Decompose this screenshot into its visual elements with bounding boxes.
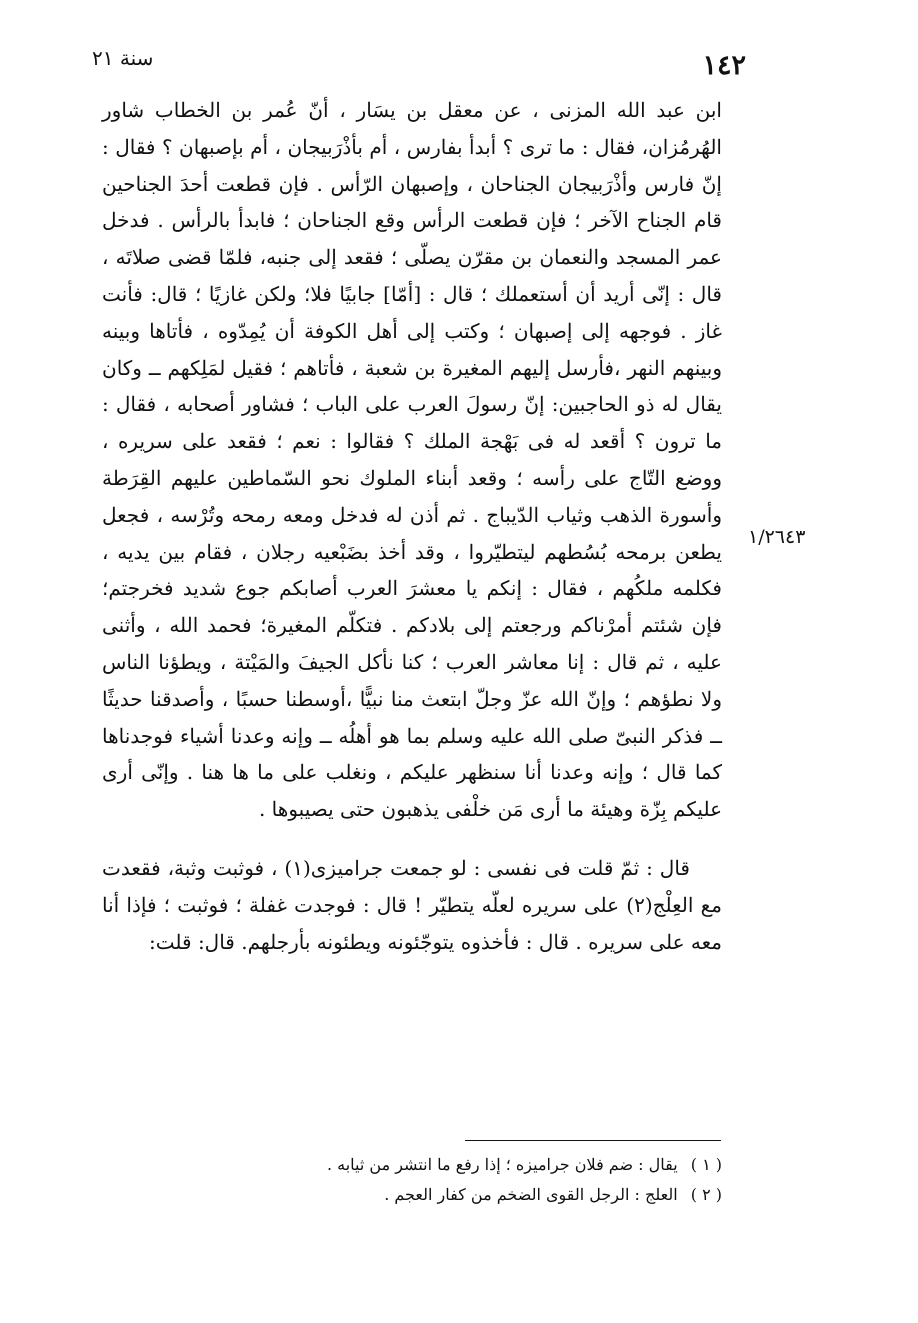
footnote (250, 1180, 722, 1210)
paragraph: ابن عبد الله المزنى ، عن معقل بن يسَار ، أنّ عُمر بن الخطاب شاور الهُرمُزان، فقال : ما ترى ؟ أبدأ بفارس ، أم بأذْرَبيجان ، أم بإصبهان ؟ فقال : إنّ فارس وأذْرَبيجان الجناحان ، وإصبهان الرّأس . فإن قطعت أحدَ الجناحين قام الجناح الآخر ؛ فإن قطعت الرأس وقع الجناحان ؛ فابدأ بالرأس . فدخل عمر المسجد والنعمان بن مقرّن يصلّى ؛ فقعد إلى جنبه، فلمّا قضى صلاتَه ، قال : إنّى أريد أن أستعملك ؛ قال : [أمّا] جابيًا فلا؛ ولكن غازيًا ؛ قال: فأنت غاز . فوجهه إلى إصبهان ؛ وكتب إلى أهل الكوفة أن يُمِدّوه ، فأتاها وبينه وبينهم النهر ،فأرسل إليهم المغيرة بن شعبة ، فأتاهم ؛ فقيل لمَلِكهم ــ وكان يقال له ذو الحاجبين: إنّ رسولَ العرب على الباب ؛ فشاور أصحابه ، فقال : ما ترون ؟ أقعد له فى بَهْجة الملك ؟ فقالوا : نعم ؛ فقعد على سريره ، ووضع التّاج على رأسه ؛ وقعد أبناء الملوك نحو السّماطين عليهم القِرَطة وأسورة الذهب وثياب الدّيباج . ثم أذن له فدخل ومعه رمحه وتُرْسه ، فجعل يطعن برمحه بُسُطهم ليتطيّروا ، وقد أخذ بضَبْعيه رجلان ، فقام بين يديه ، فكلمه ملكُهم ، فقال : إنكم يا معشرَ العرب أصابكم جوع شديد فخرجتم؛ فإن شئتم أمرْناكم ورجعتم إلى بلادكم . فتكلّم المغيرة؛ فحمد الله ، وأثنى عليه ، ثم قال : إنا معاشر العرب ؛ كنا نأكل الجيفَ والمَيْتة ، ويطؤنا الناس ولا نطؤهم ؛ وإنّ الله عزّ وجلّ ابتعث منا نبيًّا ،أوسطنا حسبًا ، وأصدقنا حديثًا ــ فذكر النبىّ صلى الله عليه وسلم بما هو أهلُه ــ وإنه وعدنا أشياء فوجدناها كما قال ؛ وإنه وعدنا أنا سنظهر عليكم ، ونغلب على ما ها هنا . وإنّى أرى عليكم بِزّة وهيئة ما أرى مَن خلْفى يذهبون حتى يصيبوها . (102, 98, 722, 822)
margin-page-reference: ١/٢٦٤٣ (748, 526, 806, 548)
page-number: ١٤٢ (702, 50, 746, 81)
footnote (250, 1150, 722, 1180)
paragraph: قال : ثمّ قلت فى نفسى : لو جمعت جراميزى(١) ، فوثبت وثبة، فقعدت مع العِلْج(٢) على سريره لعلّه يتطيّر ! قال : فوجدت غفلة ؛ فوثبت ؛ فإذا أنا معه على سريره . قال : فأخذوه يتوجّئونه ويطئونه بأرجلهم. قال: قلت: (102, 855, 722, 954)
running-header-year: سنة ٢١ (92, 46, 154, 70)
footnote-text: يقال : ضم فلان جراميزه ؛ إذا رفع ما انتشر من ثيابه . (326, 1155, 678, 1174)
footnote-divider (465, 1140, 721, 1141)
footnote-text: العلج : الرجل القوى الضخم من كفار العجم . (384, 1185, 678, 1204)
main-text (102, 92, 722, 960)
footnote-number: ( ١ ) (690, 1155, 722, 1174)
footnotes (250, 1150, 722, 1210)
footnote-number: ( ٢ ) (690, 1185, 722, 1204)
